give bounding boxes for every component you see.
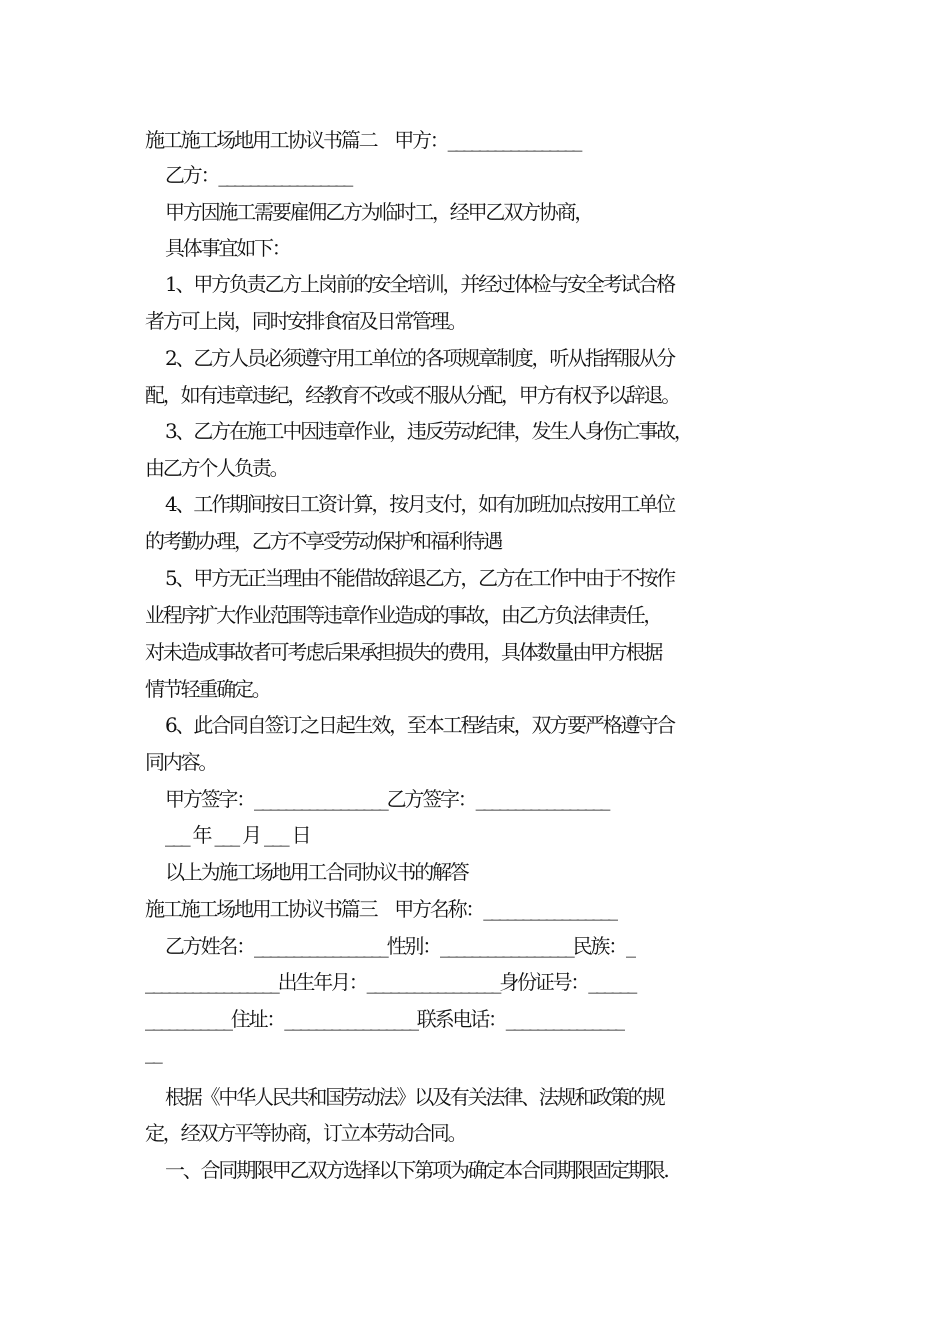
heading-part-two: 施工施工场地用工协议书篇二 甲方：_________________: [145, 128, 581, 152]
clause-1-cont: 者方可上岗，同时安排食宿及日常管理。: [145, 309, 466, 333]
clause-3: 3、乙方在施工中因违章作业，违反劳动纪律，发生人身伤亡事故，: [165, 419, 692, 443]
paragraph-intro-cont: 具体事宜如下：: [165, 236, 290, 260]
clause-6-cont: 同内容。: [145, 750, 217, 774]
party-b-info-4: __: [145, 1040, 161, 1064]
clause-5: 5、甲方无正当理由不能借故辞退乙方，乙方在工作中由于不按作: [165, 566, 674, 590]
party-b-field: 乙方：_________________: [165, 163, 352, 187]
clause-6: 6、此合同自签订之日起生效，至本工程结束，双方要严格遵守合: [165, 713, 674, 737]
date-line: ___ 年 ___ 月 ___ 日: [165, 823, 310, 847]
contract-term-clause: 一、合同期限甲乙双方选择以下第项为确定本合同期限固定期限.: [165, 1158, 668, 1182]
clause-3-cont: 由乙方个人负责。: [145, 456, 288, 480]
heading-part-three: 施工施工场地用工协议书篇三 甲方名称：_________________: [145, 897, 616, 921]
labor-law-paragraph: 根据《中华人民共和国劳动法》以及有关法律、法规和政策的规: [165, 1085, 664, 1109]
party-b-info-2: _________________出生年月：_________________身份证号：______: [145, 970, 635, 994]
clause-4: 4、工作期间按日工资计算，按月支付，如有加班加点按用工单位: [165, 492, 674, 516]
summary-line: 以上为施工场地用工合同协议书的解答: [165, 860, 468, 884]
party-b-info-3: ___________住址：_________________联系电话：_______________: [145, 1007, 623, 1031]
clause-1: 1、甲方负责乙方上岗前的安全培训，并经过体检与安全考试合格: [165, 272, 674, 296]
clause-4-cont: 的考勤办理，乙方不享受劳动保护和福利待遇: [145, 529, 501, 553]
paragraph-intro: 甲方因施工需要雇佣乙方为临时工，经甲乙双方协商，: [165, 200, 593, 224]
clause-2-cont: 配，如有违章违纪，经教育不改或不服从分配，甲方有权予以辞退。: [145, 383, 679, 407]
signature-line: 甲方签字：_________________乙方签字：_________________: [165, 787, 609, 811]
clause-5-cont-2: 对未造成事故者可考虑后果承担损失的费用，具体数量由甲方根据: [145, 640, 662, 664]
party-b-info-1: 乙方姓名：_________________性别：_________________民族：_: [165, 934, 634, 958]
labor-law-paragraph-cont: 定，经双方平等协商，订立本劳动合同。: [145, 1121, 466, 1145]
clause-2: 2、乙方人员必须遵守用工单位的各项规章制度，听从指挥服从分: [165, 346, 674, 370]
clause-5-cont-1: 业程序扩大作业范围等违章作业造成的事故，由乙方负法律责任，: [145, 603, 662, 627]
clause-5-cont-3: 情节轻重确定。: [145, 677, 270, 701]
